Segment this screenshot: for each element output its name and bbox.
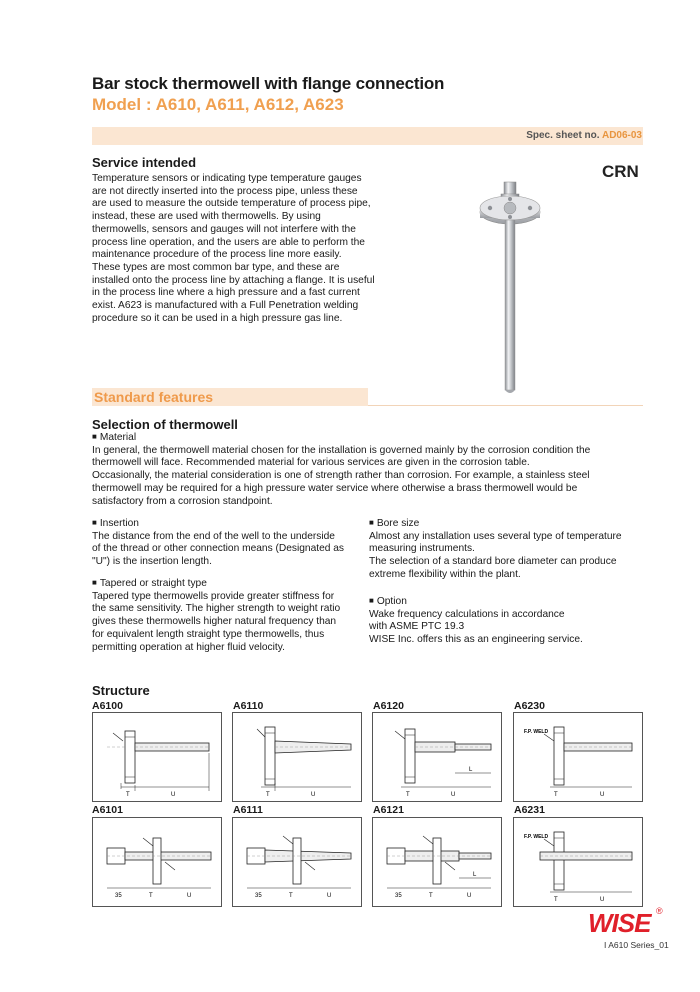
model-label: A6230 <box>514 700 545 712</box>
wise-logo <box>588 908 650 939</box>
tapered-line: gives these thermowells higher natural frequency than <box>92 616 337 628</box>
drawing-a6231 <box>513 817 643 907</box>
selection-heading: Selection of thermowell <box>92 417 238 432</box>
tapered-line: permitting operation at higher fluid velocity. <box>92 641 285 653</box>
dim-u: U <box>451 792 456 798</box>
service-line: These types are most common bar type, and these are <box>92 261 340 273</box>
dim-t: T <box>406 792 410 798</box>
divider <box>368 405 643 406</box>
dim-u: U <box>467 893 472 899</box>
spec-number: AD06-03 <box>601 130 642 141</box>
page-footer: I A610 Series_01 <box>604 940 669 950</box>
diagram-a6120 <box>373 713 501 801</box>
service-line: maintenance procedure of the process line more easily. <box>92 249 342 261</box>
dim-l: L <box>469 767 473 773</box>
service-line: thermowells, sensors and gauges will not interfere with the <box>92 223 356 235</box>
model-label: A6121 <box>373 804 404 816</box>
material-line: thermowell may be required for a high pressure water service where otherwise a brass thermowell would be <box>92 482 578 494</box>
structure-heading: Structure <box>92 683 150 698</box>
drawing-a6120 <box>372 712 502 802</box>
bore-line: Almost any installation uses several type of temperature <box>369 530 622 542</box>
brand-name: WISE <box>588 908 651 938</box>
material-line: Occasionally, the material consideration is one of strength rather than corrosion. For example, a stainless steel <box>92 470 590 482</box>
dim-35: 35 <box>395 893 402 899</box>
dim-u: U <box>327 893 332 899</box>
diagram-a6111 <box>233 818 361 906</box>
material-section <box>92 432 652 508</box>
bore-title: ■ Bore size <box>369 518 654 531</box>
tapered-section <box>92 578 367 654</box>
insertion-section <box>92 518 367 569</box>
tapered-line: Tapered type thermowells provide greater stiffness for <box>92 590 335 602</box>
dim-t: T <box>126 792 130 798</box>
drawing-a6110 <box>232 712 362 802</box>
service-line: are used to measure the outside temperature of process pipe, <box>92 198 371 210</box>
bore-line: The selection of a standard bore diameter can produce <box>369 556 617 568</box>
option-section <box>369 596 654 647</box>
model-label: A6120 <box>373 700 404 712</box>
model-label: A6110 <box>233 700 264 712</box>
diagram-a6121 <box>373 818 501 906</box>
dim-l: L <box>473 872 477 878</box>
option-line: with ASME PTC 19.3 <box>369 621 465 633</box>
material-title: ■ Material <box>92 432 652 445</box>
dim-t: T <box>429 893 433 899</box>
dim-u: U <box>171 792 176 798</box>
insertion-line: The distance from the end of the well to the underside <box>92 530 335 542</box>
service-text <box>92 173 402 325</box>
dim-u: U <box>600 792 605 798</box>
drawing-a6101 <box>92 817 222 907</box>
diagram-a6110 <box>233 713 361 801</box>
drawing-a6230 <box>513 712 643 802</box>
diagram-a6230 <box>514 713 642 801</box>
service-line: procedure so it can be used in a high pressure gas line. <box>92 312 343 324</box>
drawing-a6121 <box>372 817 502 907</box>
dim-35: 35 <box>255 893 262 899</box>
dim-t: T <box>554 897 558 903</box>
model-label: A6101 <box>92 804 123 816</box>
standard-features-heading: Standard features <box>94 389 214 405</box>
insertion-line: "U") is the insertion length. <box>92 556 212 568</box>
option-line: Wake frequency calculations in accordance <box>369 608 565 620</box>
service-line: in the process line where a high pressure and a fast current <box>92 287 360 299</box>
drawing-a6100 <box>92 712 222 802</box>
model-label: A6231 <box>514 804 545 816</box>
material-line: In general, the thermowell material chosen for the installation is governed mainly by the corrosion condition the <box>92 444 591 456</box>
dim-u: U <box>311 792 316 798</box>
service-line: are not directly inserted into the process pipe, unless these <box>92 185 358 197</box>
model-label: A6100 <box>92 700 123 712</box>
thermowell-product-image <box>470 180 550 398</box>
insertion-line: of the thread or other connection means (Designated as <box>92 543 345 555</box>
diagram-a6231 <box>514 818 642 906</box>
spec-label: Spec. sheet no. <box>526 130 600 141</box>
service-line: process line operation, and the users are able to perform the <box>92 236 365 248</box>
diagram-a6101 <box>93 818 221 906</box>
diagram-a6100 <box>93 713 221 801</box>
registered-mark: ® <box>656 906 663 916</box>
material-line: thermowell will face. Recommended material for various services are given in the corrosion table. <box>92 457 530 469</box>
tapered-line: for equivalent length straight type thermowells, thus <box>92 628 325 640</box>
dim-u: U <box>187 893 192 899</box>
dim-t: T <box>289 893 293 899</box>
dim-t: T <box>266 792 270 798</box>
drawing-a6111 <box>232 817 362 907</box>
service-heading: Service intended <box>92 155 197 170</box>
model-title: Model : A610, A611, A612, A623 <box>92 95 344 114</box>
model-label: A6111 <box>233 804 263 816</box>
bore-line: measuring instruments. <box>369 543 475 555</box>
dim-u: U <box>600 897 605 903</box>
page-title: Bar stock thermowell with flange connection <box>92 74 445 93</box>
spec-sheet-number <box>526 130 642 141</box>
service-line: instead, these are used with thermowells. By using <box>92 211 321 223</box>
service-line: exist. A623 is manufactured with a Full Penetration welding <box>92 300 359 312</box>
option-line: WISE Inc. offers this as an engineering service. <box>369 634 583 646</box>
bore-section <box>369 518 654 582</box>
bore-line: extreme flexibility within the plant. <box>369 568 521 580</box>
material-line: satisfactory from a corrosion standpoint. <box>92 495 273 507</box>
service-line: installed onto the process line by attaching a flange. It is useful <box>92 274 375 286</box>
service-line: Temperature sensors or indicating type temperature gauges <box>92 173 362 184</box>
fp-weld-label: F.P. WELD <box>524 729 549 735</box>
dim-t: T <box>149 893 153 899</box>
dim-35: 35 <box>115 893 122 899</box>
dim-t: T <box>554 792 558 798</box>
insertion-title: ■ Insertion <box>92 518 367 531</box>
tapered-line: the same sensitivity. The higher strength to weight ratio <box>92 603 341 615</box>
fp-weld-label: F.P. WELD <box>524 834 549 840</box>
crn-badge: CRN <box>602 162 639 181</box>
tapered-title: ■ Tapered or straight type <box>92 578 367 591</box>
option-title: ■ Option <box>369 596 654 609</box>
